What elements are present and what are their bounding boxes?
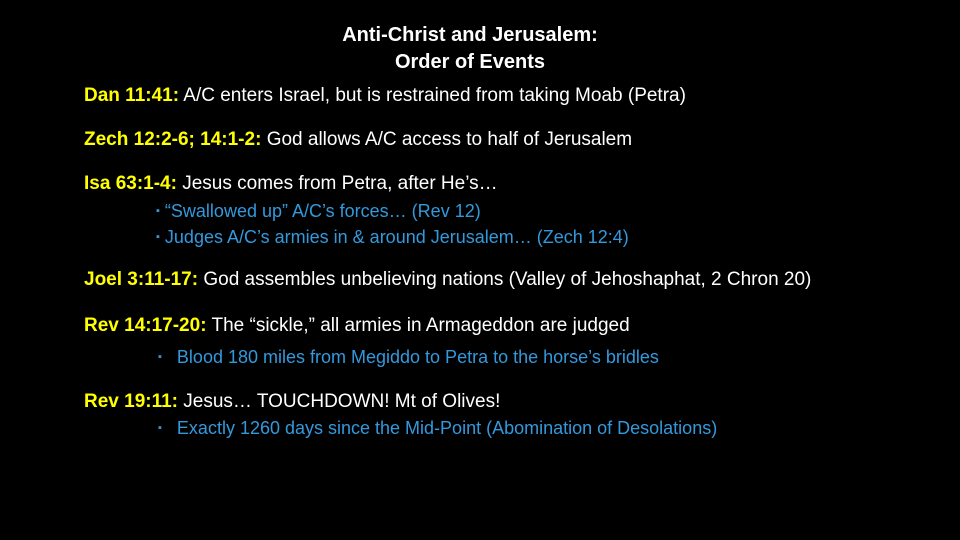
event-description: The “sickle,” all armies in Armageddon are judged [211,315,630,336]
sub-bullet-text: Judges A/C’s armies in & around Jerusalem… (Zech 12:4) [164,227,629,247]
event-description: A/C enters Israel, but is restrained from taking Moab (Petra) [183,85,686,106]
event-rev-14 [84,314,630,338]
event-reference: Rev 14:17-20: [84,315,207,336]
square-bullet-icon: ▪ [158,422,162,434]
event-reference: Rev 19:11: [84,391,179,412]
event-reference: Dan 11:41: [84,85,180,106]
event-reference: Joel 3:11-17: [84,269,199,290]
sub-bullet-text: Blood 180 miles from Megiddo to Petra to the horse’s bridles [176,347,659,367]
sub-bullet-text: Exactly 1260 days since the Mid-Point (Abomination of Desolations) [176,418,718,438]
event-description: Jesus comes from Petra, after He’s… [182,173,498,194]
title-line-1: Anti-Christ and Jerusalem: [342,24,598,46]
sub-bullet-item [158,416,717,440]
sub-bullet-text: “Swallowed up” A/C’s forces… (Rev 12) [164,201,481,221]
event-reference: Isa 63:1-4: [84,173,177,194]
slide-title [0,22,940,76]
title-line-2: Order of Events [394,51,546,73]
sub-bullet-item [156,199,481,223]
event-isa [84,172,498,196]
event-reference: Zech 12:2-6; 14:1-2: [84,129,262,150]
sub-bullet-item [158,345,659,369]
event-description: God assembles unbelieving nations (Valley of Jehoshaphat, 2 Chron 20) [203,269,812,290]
sub-bullet-item [156,225,629,249]
event-joel [84,268,811,292]
square-bullet-icon: ▪ [156,205,160,217]
event-zech [84,128,632,152]
event-rev-19 [84,390,500,414]
square-bullet-icon: ▪ [158,351,162,363]
event-description: God allows A/C access to half of Jerusalem [266,129,633,150]
event-dan [84,84,686,108]
event-description: Jesus… TOUCHDOWN! Mt of Olives! [183,391,501,412]
square-bullet-icon: ▪ [156,231,160,243]
